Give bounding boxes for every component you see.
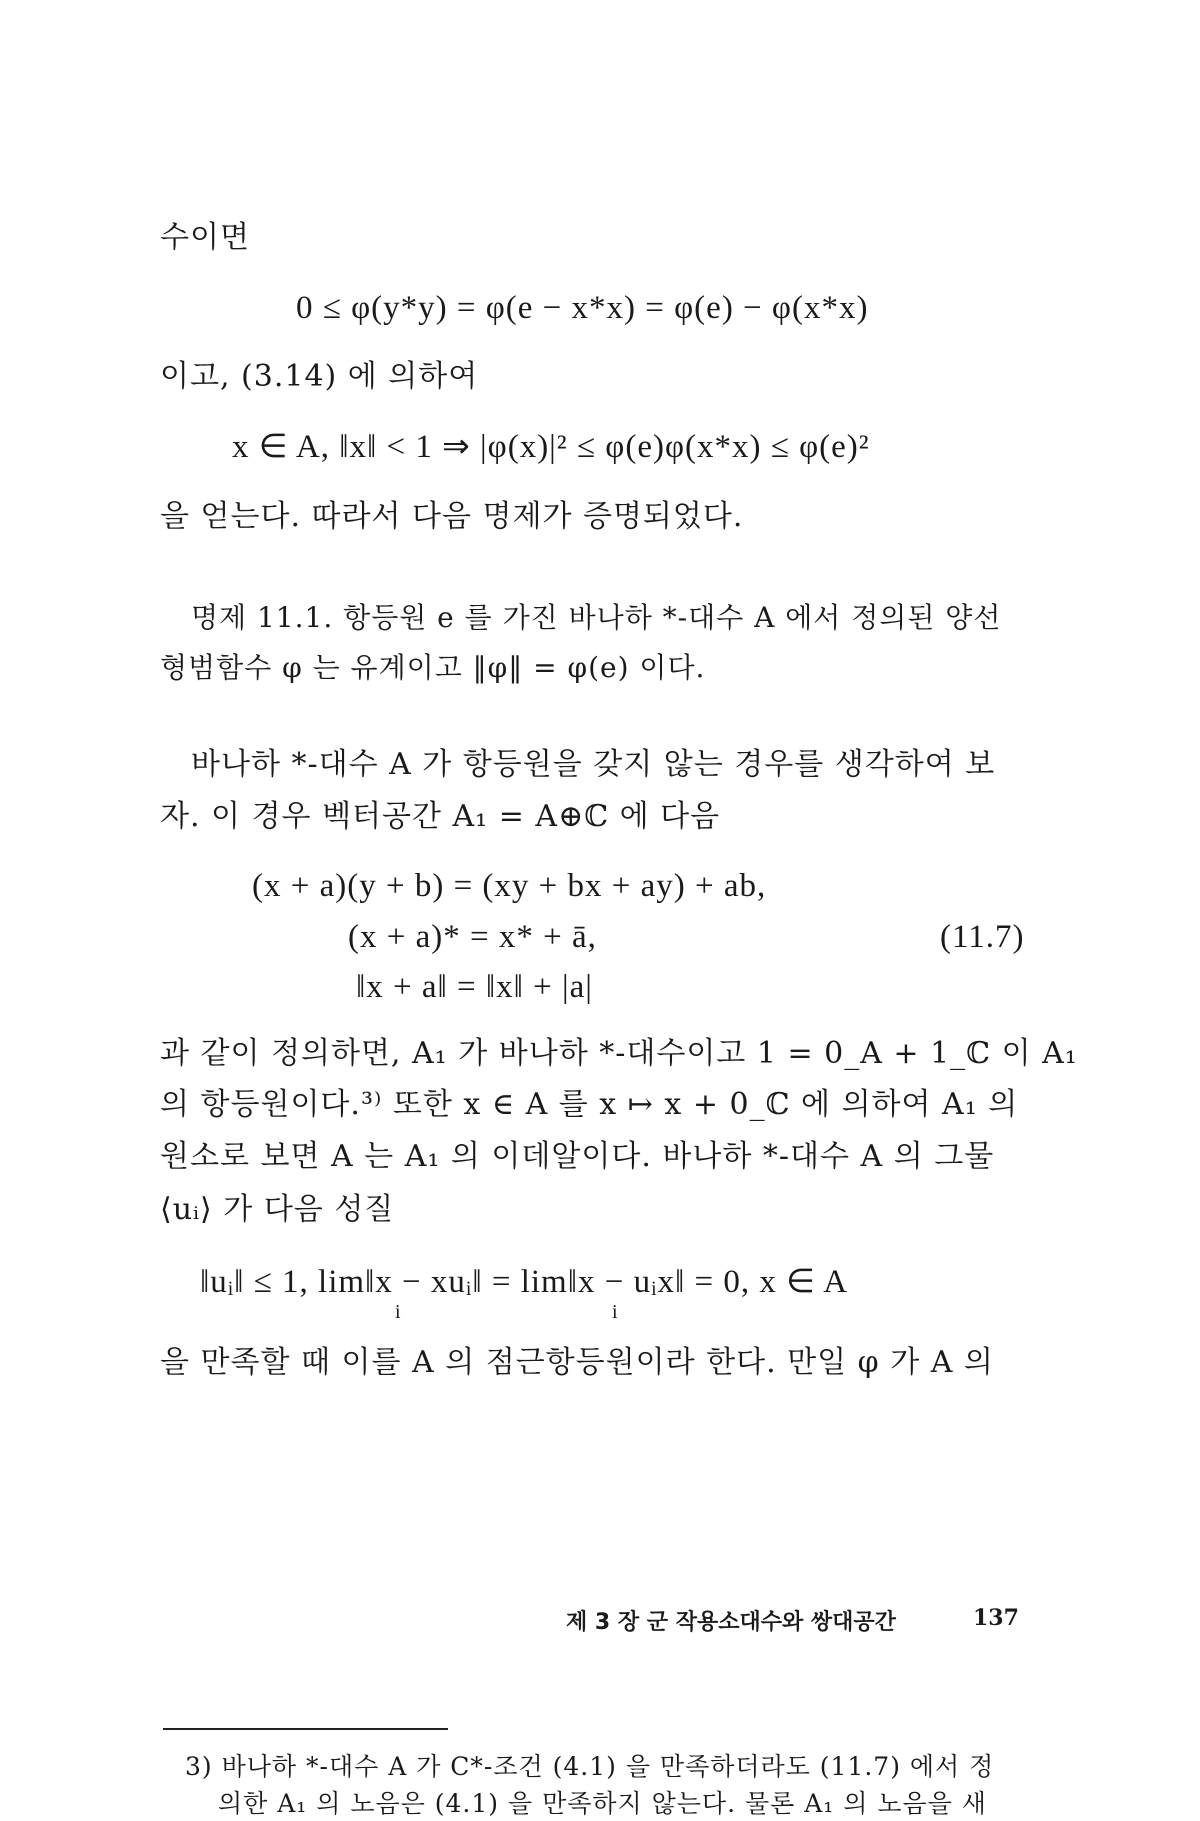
proposition-line-2: 형범함수 φ 는 유계이고 ‖φ‖ = φ(e) 이다. <box>160 651 706 684</box>
text-line-9: ⟨uᵢ⟩ 가 다음 성질 <box>160 1192 395 1227</box>
text-line-1: 수이면 <box>160 220 250 255</box>
text-line-4: 바나하 *-대수 A 가 항등원을 갖지 않는 경우를 생각하여 보 <box>191 747 996 782</box>
footnote-line-1: 3) 바나하 *-대수 A 가 C*-조건 (4.1) 을 만족하더라도 (11.7) 에서 정 <box>185 1752 995 1781</box>
equation-number: (11.7) <box>940 919 1025 955</box>
text-line-10: 을 만족할 때 이를 A 의 점근항등원이라 한다. 만일 φ 가 A 의 <box>160 1345 994 1380</box>
text-line-7: 의 항등원이다.³⁾ 또한 x ∈ A 를 x ↦ x + 0_ℂ 에 의하여 A₁ 의 <box>160 1087 1019 1122</box>
text-line-6: 과 같이 정의하면, A₁ 가 바나하 *-대수이고 1 = 0_A + 1_ℂ 이 A₁ <box>160 1036 1078 1071</box>
text-line-3: 을 얻는다. 따라서 다음 명제가 증명되었다. <box>160 499 744 534</box>
equation-3b: (x + a)* = x* + ā, <box>348 919 597 955</box>
equation-2: x ∈ A, ‖x‖ < 1 ⇒ |φ(x)|² ≤ φ(e)φ(x*x) ≤ φ(e)² <box>232 429 870 465</box>
text-line-5: 자. 이 경우 벡터공간 A₁ = A⊕ℂ 에 다음 <box>160 799 721 834</box>
equation-3c: ‖x + a‖ = ‖x‖ + |a| <box>356 969 593 1005</box>
proposition-line-1: 명제 11.1. 항등원 e 를 가진 바나하 *-대수 A 에서 정의된 양선 <box>191 601 1002 634</box>
text-line-2: 이고, (3.14) 에 의하여 <box>160 359 479 394</box>
footnote-line-2: 의한 A₁ 의 노음은 (4.1) 을 만족하지 않는다. 물론 A₁ 의 노음을 새 <box>218 1789 987 1818</box>
equation-1: 0 ≤ φ(y*y) = φ(e − x*x) = φ(e) − φ(x*x) <box>296 290 869 326</box>
equation-4: ‖uᵢ‖ ≤ 1, lim‖x − xuᵢ‖ = lim‖x − uᵢx‖ = 0, x ∈ A <box>200 1264 849 1300</box>
equation-3a: (x + a)(y + b) = (xy + bx + ay) + ab, <box>252 868 767 904</box>
limit-subscript-1: i <box>395 1301 402 1323</box>
running-footer: 제 3 장 군 작용소대수와 쌍대공간 <box>566 1610 896 1635</box>
footnote-divider <box>163 1728 448 1730</box>
text-line-8: 원소로 보면 A 는 A₁ 의 이데알이다. 바나하 *-대수 A 의 그물 <box>160 1139 995 1174</box>
page-number: 137 <box>973 1605 1019 1631</box>
limit-subscript-2: i <box>612 1301 619 1323</box>
